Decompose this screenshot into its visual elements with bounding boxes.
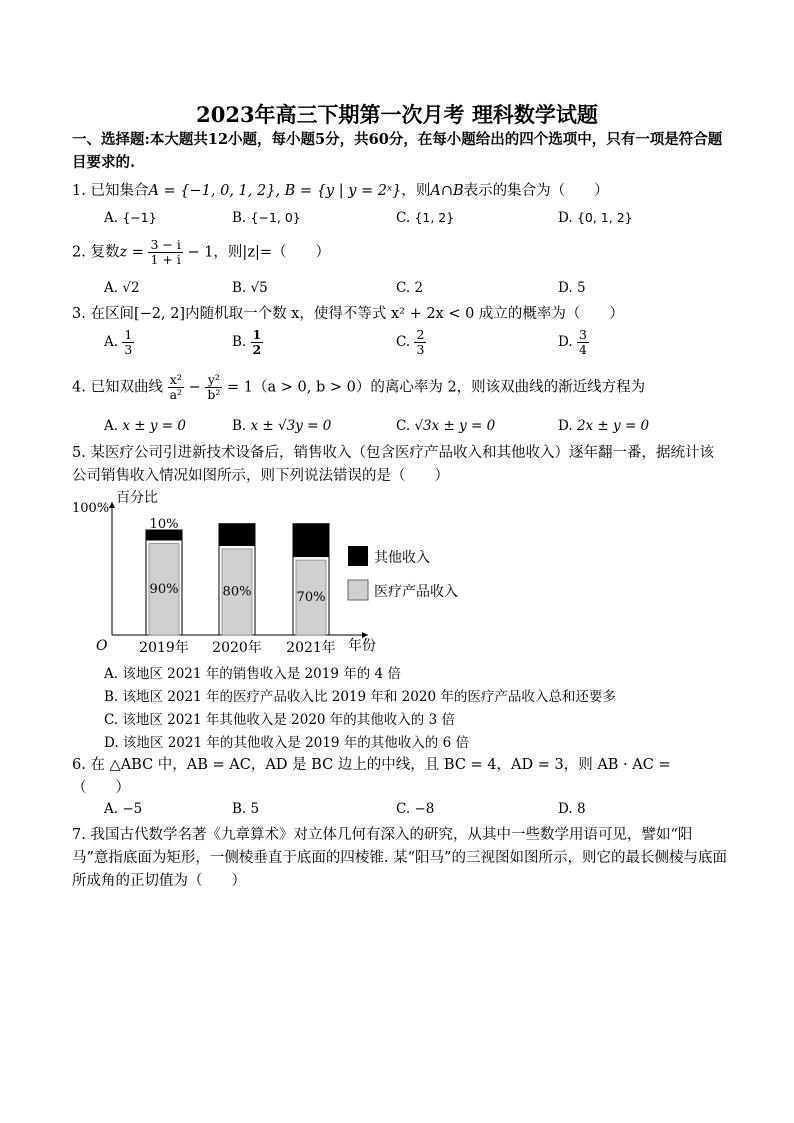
question-4-stem: 4. 已知双曲线 $\frac{\text{x²}}{\text{a²}}$ − $\frac{\text{y²}}{\text{b²}}$ = 1（a > 0, b > 0）的离心率为 2，则该双曲线的渐近线方程为 (72, 372, 646, 402)
question-6-option-c[interactable]: C. −8 (396, 801, 435, 817)
question-5-stem: 5. 某医疗公司引进新技术设备后，销售收入（包含医疗产品收入和其他收入）逐年翻一番，据统计该公司销售收入情况如图所示，则下列说法错误的是（ ） (72, 445, 714, 484)
legend-label-medical: 医疗产品收入 (374, 584, 458, 600)
question-1-option-a[interactable]: A. {−1} (104, 210, 157, 226)
bar-other-label: 10% (149, 517, 179, 532)
stacked-bar-chart (68, 490, 488, 662)
y-axis-label: 百分比 (116, 490, 158, 506)
question-3-option-d[interactable]: D. $\frac{3}{4}$ (558, 327, 587, 357)
x-axis-label: 年份 (348, 638, 376, 654)
origin-label: O (96, 638, 108, 654)
question-4-option-a[interactable]: A. x ± y = 0 (104, 418, 186, 434)
question-2-option-a[interactable]: A. √2 (104, 280, 140, 296)
question-5-option-d[interactable]: D. 该地区 2021 年的其他收入是 2019 年的其他收入的 6 倍 (104, 735, 469, 751)
bar-medical-label: 90% (149, 581, 179, 597)
page-title: 2023年高三下期第一次月考 理科数学试题 (196, 102, 598, 127)
question-6-option-b[interactable]: B. 5 (232, 801, 260, 817)
y-axis-arrow (109, 502, 115, 508)
question-2-option-c[interactable]: C. 2 (396, 280, 424, 296)
x-tick-label: 2019年 (139, 640, 189, 656)
question-3-option-c[interactable]: C. $\frac{2}{3}$ (396, 327, 425, 357)
question-2-option-d[interactable]: D. 5 (558, 280, 586, 296)
question-2-stem: 2. 复数z = $\frac{3 - i}{1 + i}$ − 1，则|z|=（ ） (72, 237, 330, 267)
question-2-fraction: $\frac{3 - i}{1 + i}$ (150, 237, 181, 267)
question-3-option-b[interactable]: B. $\frac{1}{2}$ (232, 327, 262, 357)
question-1-stem: 1. 已知集合A = {−1, 0, 1, 2}, B = {y | y = 2ˣ}，则A∩B表示的集合为（ ） (72, 183, 609, 199)
question-5-option-a[interactable]: A. 该地区 2021 年的销售收入是 2019 年的 4 倍 (104, 666, 401, 682)
question-2-option-b[interactable]: B. √5 (232, 280, 268, 296)
question-1-option-b[interactable]: B. {−1, 0} (232, 210, 301, 226)
question-6-paren: （ ） (72, 780, 130, 796)
question-6-stem: 6. 在 △ABC 中，AB = AC，AD 是 BC 边上的中线，且 BC = 4，AD = 3，则 AB · AC = (72, 757, 671, 773)
question-4-option-d[interactable]: D. 2x ± y = 0 (558, 418, 650, 434)
bar-other-income (219, 524, 255, 546)
y-tick-label: 100% (72, 501, 110, 516)
question-4-option-b[interactable]: B. x ± √3y = 0 (232, 418, 332, 434)
x-tick-label: 2021年 (286, 640, 336, 656)
legend-swatch-medical (348, 580, 368, 600)
question-6-option-a[interactable]: A. −5 (104, 801, 143, 817)
bar-other-income (293, 524, 329, 557)
question-5-option-b[interactable]: B. 该地区 2021 年的医疗产品收入比 2019 年和 2020 年的医疗产品收入总和还要多 (104, 689, 616, 705)
legend-label-other: 其他收入 (374, 550, 430, 566)
question-4-option-c[interactable]: C. √3x ± y = 0 (396, 418, 496, 434)
question-3-option-a[interactable]: A. $\frac{1}{3}$ (104, 327, 133, 357)
question-5-option-c[interactable]: C. 该地区 2021 年其他收入是 2020 年的其他收入的 3 倍 (104, 712, 455, 728)
question-3-stem: 3. 在区间[−2, 2]内随机取一个数 x，使得不等式 x² + 2x < 0 成立的概率为（ ） (72, 306, 624, 322)
section-heading: 一、选择题:本大题共12小题，每小题5分，共60分，在每小题给出的四个选项中，只有一项是符合题目要求的. (72, 131, 723, 171)
legend-swatch-other (348, 546, 368, 566)
question-7-stem: 7. 我国古代数学名著《九章算术》对立体几何有深入的研究，从其中一些数学用语可见，譬如“阳马”意指底面为矩形，一侧棱垂直于底面的四棱锥. 某“阳马”的三视图如图所示，则它的最长侧棱与底面所成角的正切值为（ ） (72, 827, 727, 889)
x-tick-label: 2020年 (212, 640, 262, 656)
bar-medical-label: 70% (296, 590, 326, 606)
question-6-option-d[interactable]: D. 8 (558, 801, 586, 817)
question-1-option-d[interactable]: D. {0, 1, 2} (558, 210, 633, 226)
bar-medical-label: 80% (222, 584, 252, 600)
question-1-option-c[interactable]: C. {1, 2} (396, 210, 455, 226)
